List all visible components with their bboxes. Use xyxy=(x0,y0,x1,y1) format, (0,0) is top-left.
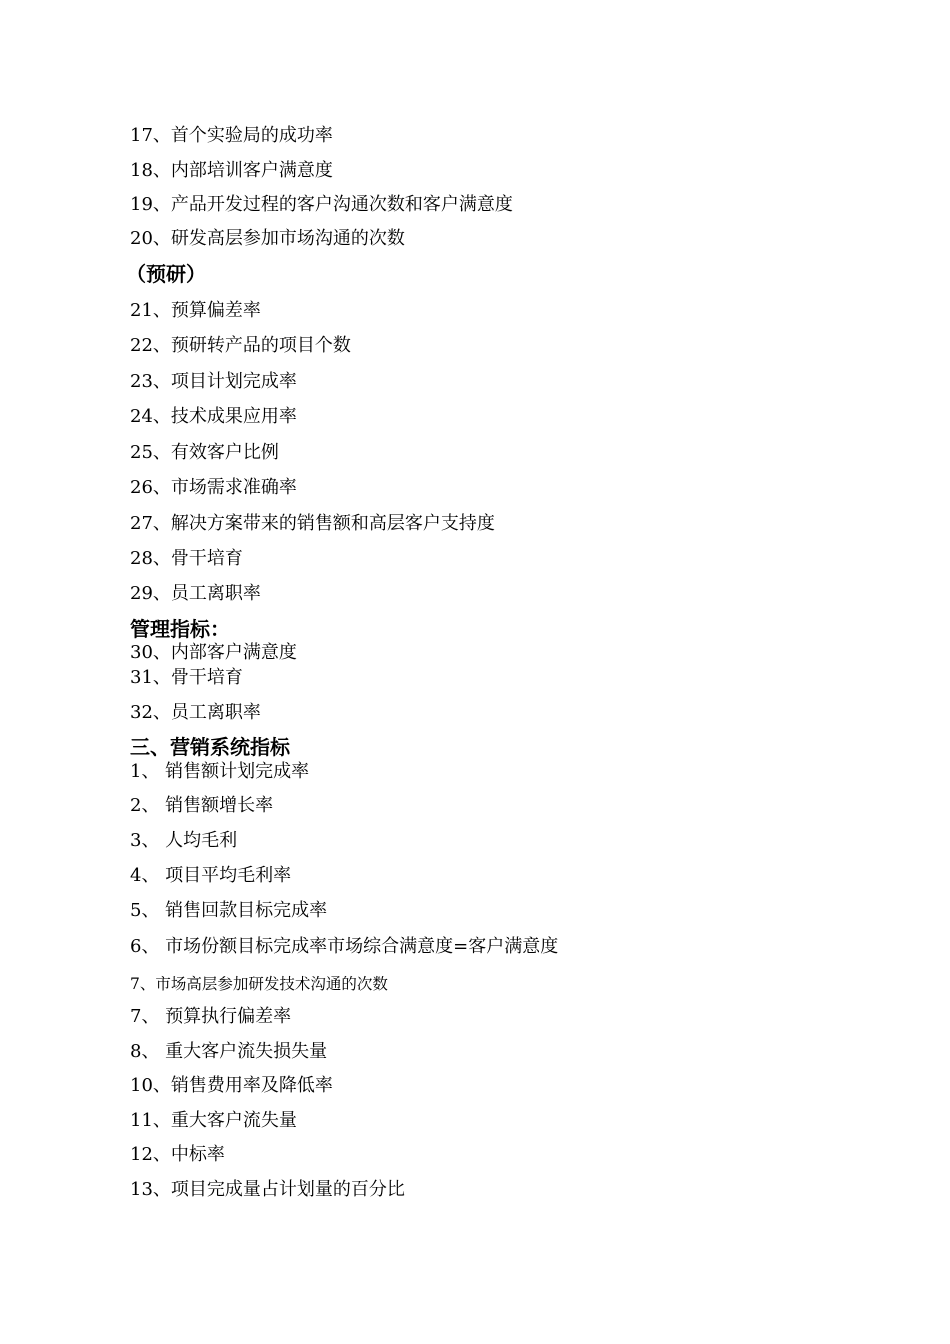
list-item: 7、市场高层参加研发技术沟通的次数 xyxy=(130,975,388,993)
section-heading-management: 管理指标： xyxy=(130,617,230,641)
list-item: 20、研发高层参加市场沟通的次数 xyxy=(130,228,405,249)
list-item: 23、项目计划完成率 xyxy=(130,371,297,392)
list-item: 21、预算偏差率 xyxy=(130,300,261,321)
list-item: 4、 项目平均毛利率 xyxy=(130,865,292,886)
list-item: 22、预研转产品的项目个数 xyxy=(130,335,351,356)
list-item: 13、项目完成量占计划量的百分比 xyxy=(130,1179,405,1200)
list-item: 18、内部培训客户满意度 xyxy=(130,160,333,181)
list-item: 32、员工离职率 xyxy=(130,702,261,723)
list-item: 8、 重大客户流失损失量 xyxy=(130,1041,328,1062)
list-item: 28、骨干培育 xyxy=(130,548,243,569)
list-item: 31、骨干培育 xyxy=(130,667,243,688)
list-item: 5、 销售回款目标完成率 xyxy=(130,900,328,921)
list-item: 26、市场需求准确率 xyxy=(130,477,297,498)
list-item: 1、 销售额计划完成率 xyxy=(130,761,310,782)
list-item: 25、有效客户比例 xyxy=(130,442,279,463)
list-item: 29、员工离职率 xyxy=(130,583,261,604)
list-item: 11、重大客户流失量 xyxy=(130,1110,297,1131)
list-item: 2、 销售额增长率 xyxy=(130,795,274,816)
list-item: 10、销售费用率及降低率 xyxy=(130,1075,333,1096)
list-item: 27、解决方案带来的销售额和高层客户支持度 xyxy=(130,513,495,534)
list-item: 12、中标率 xyxy=(130,1144,225,1165)
list-item: 17、首个实验局的成功率 xyxy=(130,125,333,146)
section-heading-preresearch: （预研） xyxy=(126,262,206,286)
list-item: 7、 预算执行偏差率 xyxy=(130,1006,292,1027)
list-item: 3、 人均毛利 xyxy=(130,830,238,851)
list-item: 19、产品开发过程的客户沟通次数和客户满意度 xyxy=(130,194,513,215)
list-item: 6、 市场份额目标完成率市场综合满意度=客户满意度 xyxy=(130,936,559,957)
list-item: 24、技术成果应用率 xyxy=(130,406,297,427)
section-heading-marketing: 三、营销系统指标 xyxy=(130,735,290,759)
list-item: 30、内部客户满意度 xyxy=(130,642,297,663)
